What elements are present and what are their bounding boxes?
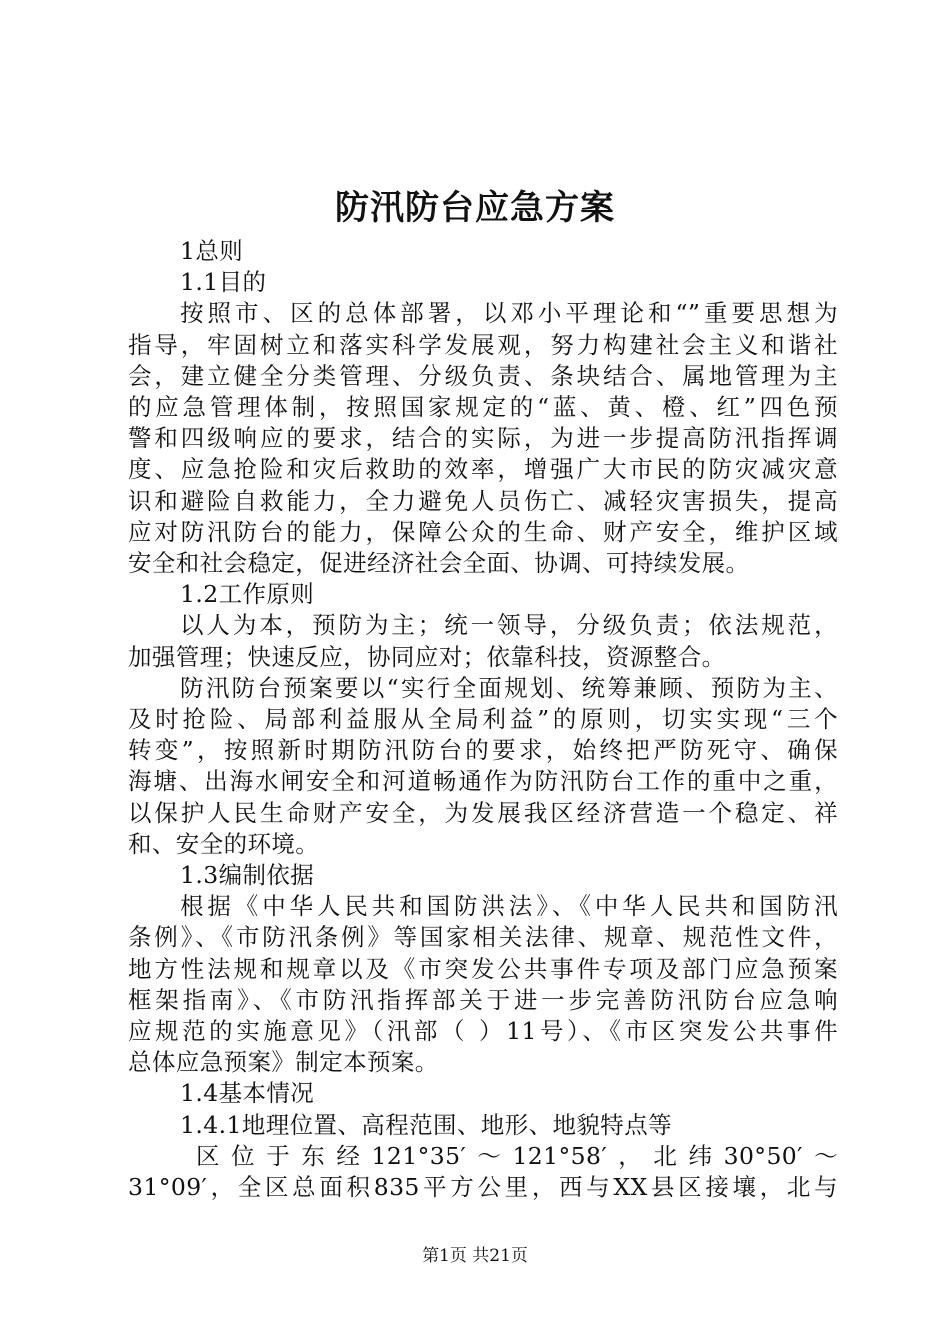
text-line: 海塘、出海水闸安全和河道畅通作为防汛防台工作的重中之重， [128,767,838,796]
text-line: 1.4基本情况 [180,1079,315,1108]
text-line: 加强管理；快速反应，协同应对；依靠科技，资源整合。 [128,642,726,671]
text-line: 和、安全的环境。 [128,829,320,858]
text-line: 应对防汛防台的能力，保障公众的生命、财产安全，维护区域 [128,517,838,546]
text-line: 1总则 [180,237,244,265]
text-line: 以人为本，预防为主；统一领导，分级负责；依法规范， [180,611,838,640]
text-line: 及时抢险、局部利益服从全局利益”的原则，切实实现“三个 [128,705,838,734]
text-line: 1.1目的 [180,268,267,297]
text-line: 度、应急抢险和灾后救助的效率，增强广大市民的防灾减灾意 [128,455,838,484]
text-line: 区位于东经121°35′～121°58′，北纬30°50′～ [196,1141,838,1170]
text-line: 31°09′，全区总面积835平方公里，西与XX县区接壤，北与 [128,1173,838,1202]
text-line: 识和避险自救能力，全力避免人员伤亡、减轻灾害损失，提高 [128,486,838,515]
text-line: 1.4.1地理位置、高程范围、地形、地貌特点等 [180,1110,672,1139]
text-line: 指导，牢固树立和落实科学发展观，努力构建社会主义和谐社 [128,330,838,359]
text-line: 条例》、《市防汛条例》等国家相关法律、规章、规范性文件， [128,923,838,952]
text-line: 地方性法规和规章以及《市突发公共事件专项及部门应急预案 [128,954,838,983]
text-line: 安全和社会稳定，促进经济社会全面、协调、可持续发展。 [128,549,750,578]
text-line: 按照市、区的总体部署，以邓小平理论和“”重要思想为 [180,299,838,328]
text-line: 防汛防台预案要以“实行全面规划、统筹兼顾、预防为主、 [180,673,838,702]
text-line: 框架指南》、《市防汛指挥部关于进一步完善防汛防台应急响 [128,985,838,1014]
text-line: 警和四级响应的要求，结合的实际，为进一步提高防汛指挥调 [128,424,838,453]
text-line: 应规范的实施意见》（汛部（ ）11号）、《市区突发公共事件 [128,1017,838,1046]
text-line: 转变”，按照新时期防汛防台的要求，始终把严防死守、确保 [128,736,838,765]
text-line: 的应急管理体制，按照国家规定的“蓝、黄、橙、红”四色预 [128,393,838,422]
text-line: 1.2工作原则 [180,580,315,609]
page-footer: 第1页 共21页 [422,1246,528,1266]
text-line: 以保护人民生命财产安全，为发展我区经济营造一个稳定、祥 [128,798,838,827]
document-body [128,236,838,1203]
document-title: 防汛防台应急方案 [335,188,615,228]
text-line: 总体应急预案》制定本预案。 [128,1048,439,1077]
text-line: 根据《中华人民共和国防洪法》、《中华人民共和国防汛 [180,892,838,921]
text-line: 会，建立健全分类管理、分级负责、条块结合、属地管理为主 [128,361,838,390]
text-line: 1.3编制依据 [180,861,315,890]
